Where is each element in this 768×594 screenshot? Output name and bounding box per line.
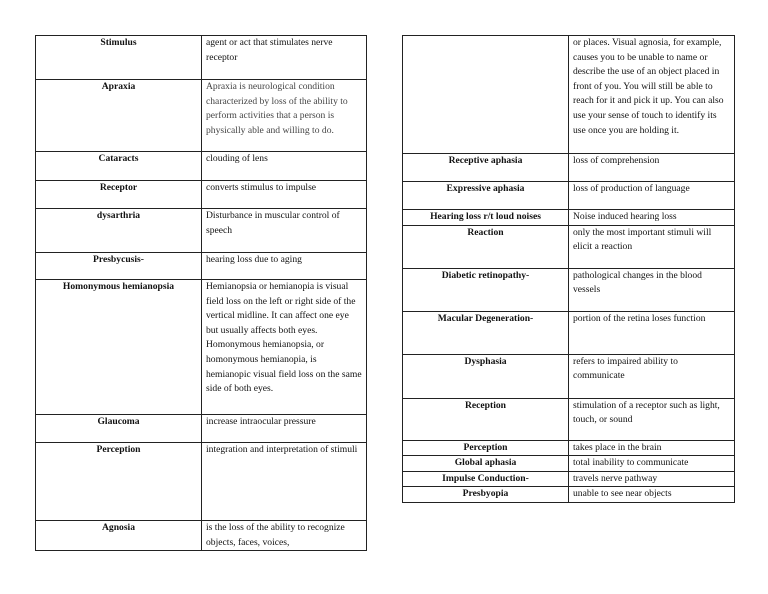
definition-cell: travels nerve pathway	[569, 471, 735, 487]
definition-cell: is the loss of the ability to recognize objects, faces, voices,	[202, 521, 367, 551]
term-cell: Impulse Conduction-	[403, 471, 569, 487]
definition-cell: increase intraocular pressure	[202, 415, 367, 443]
table-row	[36, 80, 367, 152]
definition-cell: Noise induced hearing loss	[569, 210, 735, 226]
term-cell: Agnosia	[36, 521, 202, 551]
term-cell: Cataracts	[36, 152, 202, 181]
definition-cell: converts stimulus to impulse	[202, 181, 367, 209]
term-cell: Macular Degeneration-	[403, 311, 569, 354]
term-cell: Expressive aphasia	[403, 182, 569, 210]
definition-cell: loss of production of language	[569, 182, 735, 210]
definition-cell: pathological changes in the blood vessels	[569, 268, 735, 311]
definition-cell: portion of the retina loses function	[569, 311, 735, 354]
definition-cell: takes place in the brain	[569, 440, 735, 456]
term-cell: Perception	[403, 440, 569, 456]
definition-cell: unable to see near objects	[569, 487, 735, 503]
definition-cell: clouding of lens	[202, 152, 367, 181]
table-row	[403, 154, 735, 182]
table-row	[403, 456, 735, 472]
table-row	[403, 354, 735, 398]
table-row	[36, 36, 367, 80]
table-row	[36, 253, 367, 280]
table-row	[403, 210, 735, 226]
term-cell: Diabetic retinopathy-	[403, 268, 569, 311]
definition-cell: Disturbance in muscular control of speech	[202, 209, 367, 253]
term-cell: dysarthria	[36, 209, 202, 253]
term-cell: Apraxia	[36, 80, 202, 152]
table-row	[403, 487, 735, 503]
term-cell: Receptive aphasia	[403, 154, 569, 182]
term-cell: Homonymous hemianopsia	[36, 280, 202, 415]
term-cell: Dysphasia	[403, 354, 569, 398]
table-row	[403, 311, 735, 354]
definition-cell: refers to impaired ability to communicate	[569, 354, 735, 398]
term-cell: Presbycusis-	[36, 253, 202, 280]
definition-cell: hearing loss due to aging	[202, 253, 367, 280]
table-row	[403, 36, 735, 154]
term-cell: Reaction	[403, 225, 569, 268]
table-row	[36, 280, 367, 415]
table-row	[403, 398, 735, 440]
term-cell: Stimulus	[36, 36, 202, 80]
definition-cell: Apraxia is neurological condition characterized by loss of the ability to perform activities that a person is physically able and willing to do.	[202, 80, 367, 152]
definition-cell: integration and interpretation of stimuli	[202, 443, 367, 521]
definition-cell: loss of comprehension	[569, 154, 735, 182]
definition-cell: only the most important stimuli will elicit a reaction	[569, 225, 735, 268]
table-row	[403, 182, 735, 210]
left-glossary-table	[35, 35, 367, 551]
table-row	[36, 209, 367, 253]
term-cell: Perception	[36, 443, 202, 521]
table-row	[403, 268, 735, 311]
term-cell	[403, 36, 569, 154]
table-row	[403, 225, 735, 268]
term-cell: Presbyopia	[403, 487, 569, 503]
right-glossary-table	[402, 35, 735, 503]
definition-cell: agent or act that stimulates nerve receptor	[202, 36, 367, 80]
term-cell: Hearing loss r/t loud noises	[403, 210, 569, 226]
table-row	[36, 521, 367, 551]
table-row	[403, 471, 735, 487]
definition-cell: stimulation of a receptor such as light, touch, or sound	[569, 398, 735, 440]
table-row	[36, 181, 367, 209]
table-row	[36, 152, 367, 181]
term-cell: Glaucoma	[36, 415, 202, 443]
term-cell: Global aphasia	[403, 456, 569, 472]
table-row	[403, 440, 735, 456]
term-cell: Reception	[403, 398, 569, 440]
definition-cell: total inability to communicate	[569, 456, 735, 472]
term-cell: Receptor	[36, 181, 202, 209]
definition-cell: or places. Visual agnosia, for example, causes you to be unable to name or describe the use of an object placed in front of you. You will still be able to reach for it and pick it up. You can also use your sense of touch to identify its use once you are holding it.	[569, 36, 735, 154]
table-row	[36, 415, 367, 443]
table-row	[36, 443, 367, 521]
definition-cell: Hemianopsia or hemianopia is visual field loss on the left or right side of the vertical midline. It can affect one eye but usually affects both eyes. Homonymous hemianopsia, or homonymous hemianopia, is hemianopic visual field loss on the same side of both eyes.	[202, 280, 367, 415]
